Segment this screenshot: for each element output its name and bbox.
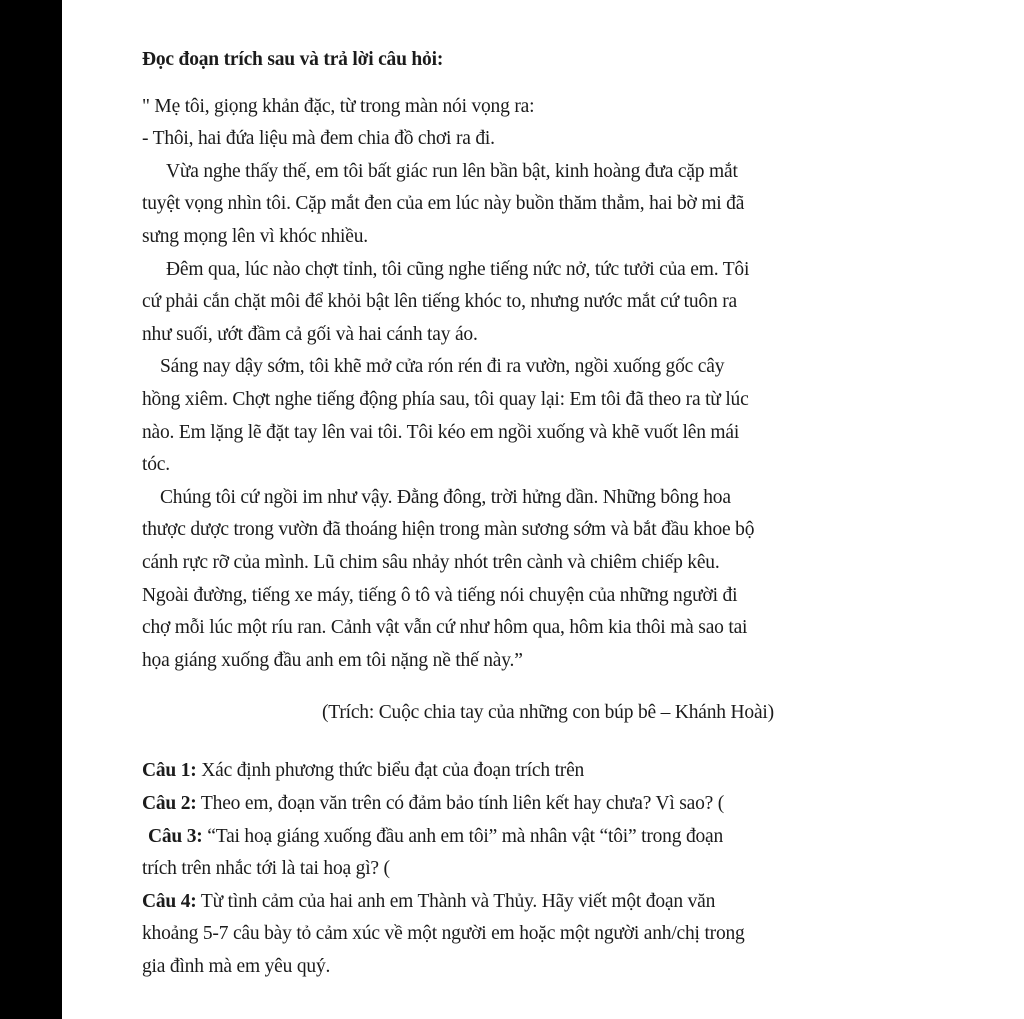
passage-line: Vừa nghe thấy thế, em tôi bất giác run lên bần bật, kinh hoàng đưa cặp mắt (166, 160, 738, 182)
question-1 (142, 755, 942, 788)
question-4-continued: gia đình mà em yêu quý. (142, 955, 331, 977)
document-content (142, 44, 942, 984)
question-1-label: Câu 1: (142, 760, 197, 782)
left-black-bar (0, 0, 62, 1019)
passage-line: tóc. (142, 454, 170, 476)
question-3-continued: trích trên nhắc tới là tai hoạ gì? ( (142, 858, 390, 880)
question-4-label: Câu 4: (142, 890, 197, 912)
passage-line: Chúng tôi cứ ngồi im như vậy. Đằng đông, trời hửng dần. Những bông hoa (160, 486, 731, 508)
question-3-label: Câu 3: (148, 825, 203, 847)
passage-line: hồng xiêm. Chợt nghe tiếng động phía sau, tôi quay lại: Em tôi đã theo ra từ lúc (142, 388, 749, 410)
question-4-text: Từ tình cảm của hai anh em Thành và Thủy. Hãy viết một đoạn văn (196, 890, 716, 912)
document-page (62, 0, 1024, 1019)
passage-line: cánh rực rỡ của mình. Lũ chim sâu nhảy nhót trên cành và chiêm chiếp kêu. (142, 551, 720, 573)
passage-source: (Trích: Cuộc chia tay của những con búp bê – Khánh Hoài) (322, 701, 774, 723)
question-3-text: “Tai hoạ giáng xuống đầu anh em tôi” mà nhân vật “tôi” trong đoạn (202, 825, 724, 847)
passage-line: Sáng nay dậy sớm, tôi khẽ mở cửa rón rén đi ra vườn, ngồi xuống gốc cây (160, 356, 725, 378)
passage-line: nào. Em lặng lẽ đặt tay lên vai tôi. Tôi kéo em ngồi xuống và khẽ vuốt lên mái (142, 421, 740, 443)
question-4-continued: khoảng 5-7 câu bày tỏ cảm xúc về một người em hoặc một người anh/chị trong (142, 923, 745, 945)
question-1-text: Xác định phương thức biểu đạt của đoạn trích trên (196, 760, 585, 782)
passage-line: cứ phải cắn chặt môi để khỏi bật lên tiếng khóc to, nhưng nước mắt cứ tuôn ra (142, 291, 737, 313)
passage-line: Đêm qua, lúc nào chợt tỉnh, tôi cũng nghe tiếng nức nở, tức tưởi của em. Tôi (166, 258, 750, 280)
passage-line: Ngoài đường, tiếng xe máy, tiếng ô tô và tiếng nói chuyện của những người đi (142, 584, 738, 606)
question-4 (142, 886, 942, 919)
passage-line: thược dược trong vườn đã thoáng hiện trong màn sương sớm và bắt đầu khoe bộ (142, 519, 755, 541)
question-3 (142, 821, 942, 854)
question-2-label: Câu 2: (142, 792, 197, 814)
question-2-text: Theo em, đoạn văn trên có đảm bảo tính liên kết hay chưa? Vì sao? ( (196, 792, 725, 814)
questions (142, 755, 942, 983)
document-heading: Đọc đoạn trích sau và trả lời câu hỏi: (142, 49, 444, 70)
passage-line: chợ mỗi lúc một ríu ran. Cảnh vật vẫn cứ như hôm qua, hôm kia thôi mà sao tai (142, 617, 748, 639)
passage-line: họa giáng xuống đầu anh em tôi nặng nề thế này.” (142, 649, 523, 671)
question-2 (142, 788, 942, 821)
passage-line: - Thôi, hai đứa liệu mà đem chia đồ chơi ra đi. (142, 128, 495, 150)
passage-line: sưng mọng lên vì khóc nhiều. (142, 225, 368, 247)
passage-line: tuyệt vọng nhìn tôi. Cặp mắt đen của em lúc này buồn thăm thẳm, hai bờ mi đã (142, 193, 745, 215)
passage (142, 91, 942, 678)
passage-line: " Mẹ tôi, giọng khản đặc, từ trong màn nói vọng ra: (142, 95, 535, 117)
passage-line: như suối, ướt đầm cả gối và hai cánh tay áo. (142, 323, 478, 345)
